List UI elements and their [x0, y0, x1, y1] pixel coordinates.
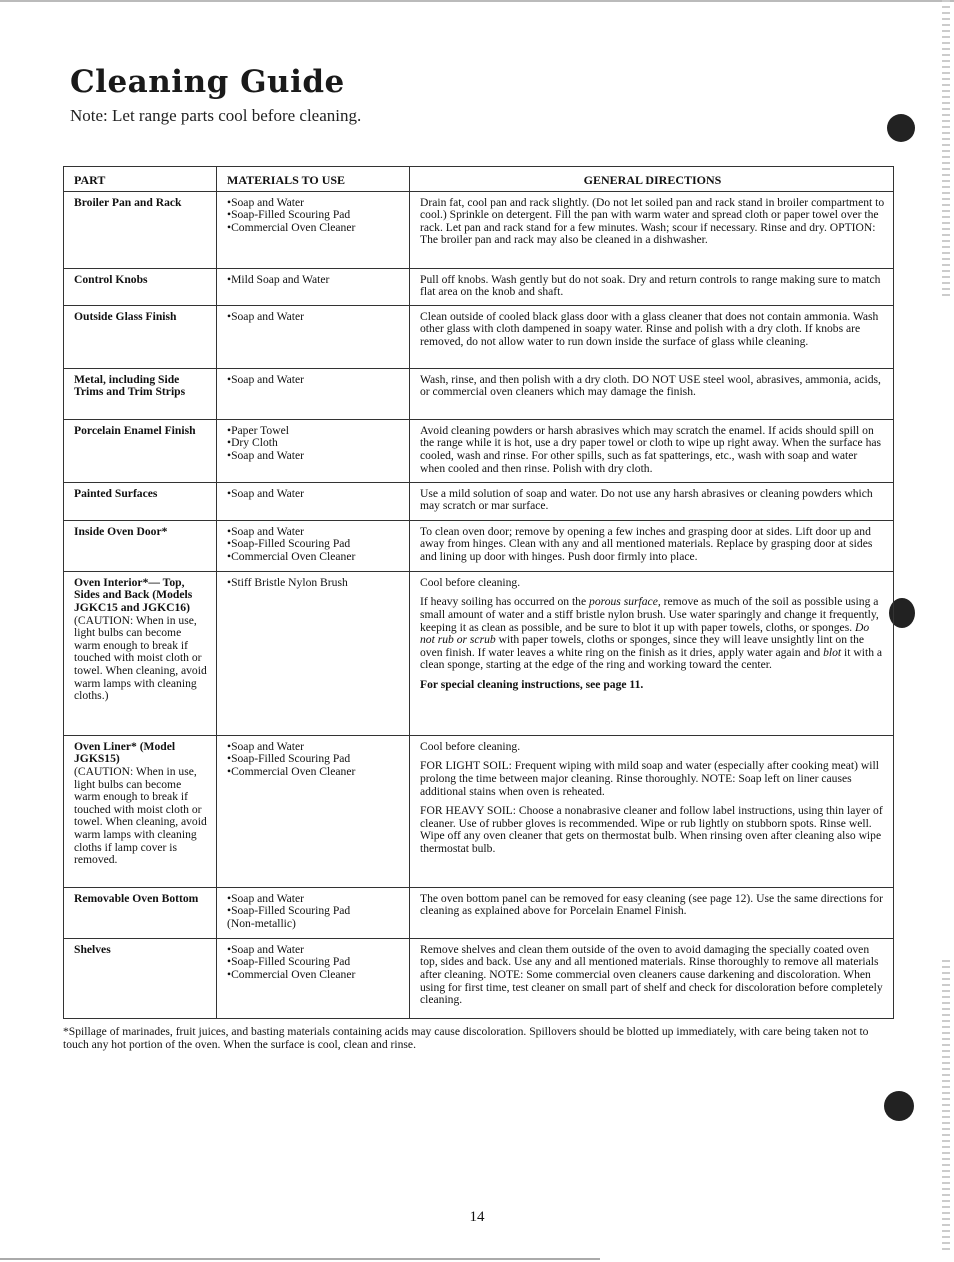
material-item: • Commercial Oven Cleaner — [227, 766, 401, 779]
part-cell — [64, 368, 217, 419]
directions-text: FOR HEAVY SOIL: Choose a nonabrasive cleaner and follow label instructions, using thin layer of cleaner. Use of rubber gloves is recommended. Wipe or rub lightly on stubborn spots. Rinse well. Wipe off any oven cleaner that gets on thermostat bulb. When rinsing oven after cleaning also wipe thermostat bulb. — [420, 804, 883, 855]
emphasis-text: porous surface — [589, 595, 658, 609]
directions-text: Drain fat, cool pan and rack slightly. (Do not let soiled pan and rack stand in broiler compartment to cool.) Sprinkle on detergent. Fill the pan with warm water and spread cloth or paper towel over the rack. Let pan and rack stand for a few minutes. Wash; scour if necessary. Rinse and dry. OPTION: The broiler pan and rack may also be cleaned in a dishwasher. — [420, 195, 885, 247]
column-header-materials: MATERIALS TO USE — [217, 167, 410, 192]
materials-cell — [217, 520, 410, 571]
text-run: it with a clean sponge, starting at the edge of the ring and working toward the center. — [420, 645, 883, 672]
materials-cell — [217, 735, 410, 887]
materials-cell — [217, 305, 410, 368]
table-row — [64, 368, 894, 419]
material-item: • Soap and Water — [227, 374, 401, 387]
directions-cell — [410, 938, 894, 1018]
material-item: • Mild Soap and Water — [227, 274, 401, 287]
table-row — [64, 571, 894, 735]
directions-text: FOR LIGHT SOIL: Frequent wiping with mild soap and water (especially after cooking meat) will prolong the time between major cleaning. Rinse thoroughly. NOTE: Soap left on liner causes additional stains when oven is reheated. — [420, 759, 879, 798]
material-item: • Soap-Filled Scouring Pad — [227, 538, 401, 551]
materials-cell — [217, 482, 410, 520]
part-cell — [64, 735, 217, 887]
part-cell — [64, 268, 217, 305]
table-row — [64, 419, 894, 482]
emphasis-text: Do not rub or scrub — [420, 620, 870, 647]
part-caution: (CAUTION: When in use, light bulbs can become warm enough to break if touched with moist cloth or towel. When cleaning, avoid warm lamps with cleaning cloths if lamp cover is removed. — [74, 764, 207, 867]
directions-cell — [410, 268, 894, 305]
materials-cell — [217, 268, 410, 305]
material-item: • Soap and Water — [227, 741, 401, 754]
material-item: • Soap-Filled Scouring Pad — [227, 905, 401, 918]
materials-cell — [217, 571, 410, 735]
part-cell — [64, 305, 217, 368]
part-name: Inside Oven Door* — [74, 524, 168, 538]
part-cell — [64, 520, 217, 571]
materials-cell — [217, 419, 410, 482]
page-number: 14 — [469, 1209, 485, 1225]
directions-text: Wash, rinse, and then polish with a dry cloth. DO NOT USE steel wool, abrasives, ammonia, acids, or commercial oven cleaners which may damage the finish. — [420, 372, 881, 399]
directions-cell — [410, 571, 894, 735]
table-row — [64, 520, 894, 571]
part-name: Broiler Pan and Rack — [74, 195, 182, 209]
material-item: • Paper Towel — [227, 425, 401, 438]
scan-edge-marks — [942, 960, 950, 1250]
table-row — [64, 268, 894, 305]
bottom-border-line — [0, 1258, 600, 1260]
part-name: Removable Oven Bottom — [74, 891, 199, 905]
part-name: Painted Surfaces — [74, 486, 158, 500]
footnote: *Spillage of marinades, fruit juices, and basting materials containing acids may cause discoloration. Spillovers should be blotted up immediately, with care being taken not to touch any hot portion of the oven. When the surface is cool, clean and rinse. — [63, 1025, 869, 1051]
material-item: • Soap and Water — [227, 944, 401, 957]
part-name: Outside Glass Finish — [74, 309, 177, 323]
material-item: • Commercial Oven Cleaner — [227, 222, 401, 235]
material-item: • Soap and Water — [227, 526, 401, 539]
material-item: • Commercial Oven Cleaner — [227, 551, 401, 564]
material-item: • Soap and Water — [227, 197, 401, 210]
material-item: • Soap and Water — [227, 450, 401, 463]
cleaning-guide-table — [63, 166, 894, 1019]
part-cell — [64, 571, 217, 735]
table-row — [64, 482, 894, 520]
page-title: Cleaning Guide — [70, 64, 345, 100]
column-header-directions: GENERAL DIRECTIONS — [410, 167, 894, 192]
part-name: Shelves — [74, 942, 111, 956]
text-run: If heavy soiling has occurred on the — [420, 595, 590, 609]
directions-text: Cool before cleaning. — [420, 739, 521, 753]
part-cell — [64, 938, 217, 1018]
materials-cell — [217, 191, 410, 268]
material-item: • Commercial Oven Cleaner — [227, 969, 401, 982]
directions-text: Avoid cleaning powders or harsh abrasives which may scratch the enamel. If acids should spill on the range while it is hot, use a dry paper towel or cloth to wipe up right away. When the surface has cooled, wash and rinse. For other spills, such as fat spatterings, etc., wash with soap and water when cooled and then rinse. Polish with dry cloth. — [420, 423, 882, 475]
directions-text: The oven bottom panel can be removed for easy cleaning (see page 12). Use the same directions for cleaning as explained above for Porcelain Enamel Finish. — [420, 891, 883, 918]
directions-text: To clean oven door; remove by opening a few inches and grasping door at sides. Lift door up and away from hinges. Clean with any and all mentioned materials. Replace by grasping door at sides and lining up door with hinges. Push door firmly into place. — [420, 524, 873, 563]
part-name: Oven Interior*— Top, Sides and Back (Models JGKC15 and JGKC16) — [74, 575, 193, 614]
text-run: , remove as much of the soil as possible using a small amount of water and a stiff bristle nylon brush. Use water sparingly and change it frequently, keeping it as clean as possible, and be sure to blot it up with paper towels, cloths, or sponges. — [420, 595, 879, 634]
text-run: with paper towels, cloths or sponges, since they will leave unsightly lint on the oven finish. If water leaves a white ring on the finish as it dries, apply water again and — [420, 633, 865, 659]
directions-text: Use a mild solution of soap and water. Do not use any harsh abrasives or cleaning powders which may scratch or mar surface. — [420, 486, 873, 513]
part-cell — [64, 482, 217, 520]
material-item: • Soap-Filled Scouring Pad — [227, 956, 401, 969]
directions-cell — [410, 735, 894, 887]
part-caution: (CAUTION: When in use, light bulbs can become warm enough to break if touched with moist cloth or towel. When cleaning, avoid warm lamps with cleaning cloths.) — [74, 613, 207, 703]
table-row — [64, 735, 894, 887]
directions-cell — [410, 305, 894, 368]
part-cell — [64, 887, 217, 938]
column-header-part: PART — [64, 167, 217, 192]
material-item: • Soap-Filled Scouring Pad — [227, 209, 401, 222]
part-cell — [64, 419, 217, 482]
directions-cell — [410, 419, 894, 482]
emphasis-text: blot — [823, 645, 842, 659]
directions-reference: For special cleaning instructions, see page 11. — [420, 677, 644, 691]
part-cell — [64, 191, 217, 268]
material-item: • Soap and Water — [227, 893, 401, 906]
table-row — [64, 938, 894, 1018]
table-row — [64, 305, 894, 368]
material-item: • Soap and Water — [227, 311, 401, 324]
table-row — [64, 887, 894, 938]
part-name: Porcelain Enamel Finish — [74, 423, 196, 437]
materials-cell — [217, 938, 410, 1018]
binder-hole-icon — [884, 1091, 914, 1121]
part-name: Control Knobs — [74, 272, 148, 286]
material-note: (Non-metallic) — [227, 916, 296, 930]
directions-text: Remove shelves and clean them outside of the oven to avoid damaging the specially coated oven top, sides and back. Use any and all mentioned materials. Rinse thoroughly to remove all materials after cleaning. NOTE: Some commercial oven cleaners cause darkening and discoloration. When using for first time, test cleaner on small part of shelf and check for discoloration before completely cleaning. — [420, 942, 883, 1007]
material-item: • Soap-Filled Scouring Pad — [227, 753, 401, 766]
directions-text: Clean outside of cooled black glass door with a glass cleaner that does not contain ammonia. Wash other glass with cloth dampened in soapy water. Rinse and polish with a dry cloth. If knobs are removed, do not allow water to run down inside the surface of glass while cleaning. — [420, 309, 879, 348]
directions-cell — [410, 520, 894, 571]
binder-hole-icon — [887, 114, 915, 142]
materials-cell — [217, 887, 410, 938]
directions-text: Cool before cleaning. — [420, 575, 521, 589]
scan-edge-marks — [942, 0, 950, 300]
directions-text: Pull off knobs. Wash gently but do not soak. Dry and return controls to range making sure to match flat area on the knob and shaft. — [420, 272, 881, 299]
page-note: Note: Let range parts cool before cleaning. — [70, 106, 362, 125]
material-item: • Soap and Water — [227, 488, 401, 501]
table-header-row — [64, 167, 894, 192]
table-row — [64, 191, 894, 268]
directions-cell — [410, 368, 894, 419]
part-name: Metal, including Side Trims and Trim Strips — [74, 372, 186, 399]
material-item: • Stiff Bristle Nylon Brush — [227, 577, 401, 590]
directions-cell — [410, 482, 894, 520]
top-border-line — [0, 0, 954, 2]
directions-text — [420, 596, 885, 672]
directions-cell — [410, 191, 894, 268]
directions-cell — [410, 887, 894, 938]
part-name: Oven Liner* (Model JGKS15) — [74, 739, 176, 766]
material-item: • Dry Cloth — [227, 437, 401, 450]
materials-cell — [217, 368, 410, 419]
